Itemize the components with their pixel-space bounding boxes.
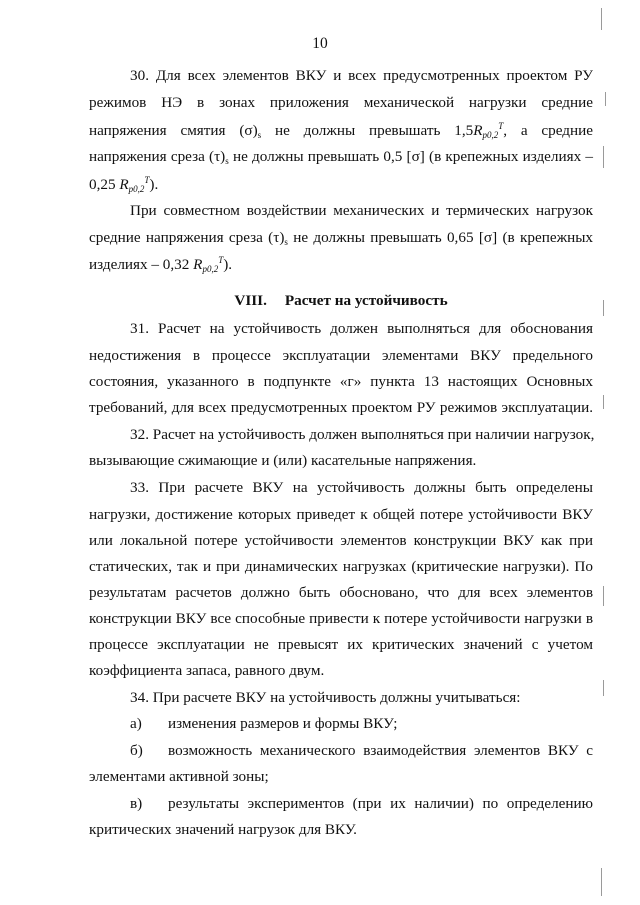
subscript: s (257, 130, 262, 140)
text-line (89, 122, 593, 140)
symbol-r: R (119, 176, 129, 193)
text-line: 34. При расчете ВКУ на устойчивость должны учитываться: (130, 689, 521, 706)
symbol-r: R (473, 122, 483, 139)
text-line: требований, для всех предусмотренных проектом РУ режимов эксплуатации. (89, 399, 593, 416)
list-marker: в) (130, 795, 143, 812)
scan-mark (603, 680, 604, 696)
text-span: ). (149, 176, 159, 193)
text-span: не должны превышать 0,65 [σ] (в крепежных (287, 229, 593, 246)
text-line (89, 149, 593, 167)
subscript: p0,2 (482, 130, 499, 140)
text-line: статических, так и при динамических нагрузках (критические нагрузки). По (89, 558, 593, 575)
text-line: результатам расчетов должно быть обосновано, что для всех элементов (89, 584, 593, 601)
heading-number: VIII. (234, 292, 267, 309)
text-line: критических значений нагрузок для ВКУ. (89, 821, 357, 838)
section-heading (89, 293, 593, 308)
heading-title: Расчет на устойчивость (284, 292, 448, 309)
text-span: средние напряжения среза (τ) (89, 229, 285, 246)
scan-mark (603, 300, 604, 316)
scan-mark (601, 868, 602, 896)
text-line: элементами активной зоны; (89, 768, 269, 785)
text-line: 30. Для всех элементов ВКУ и всех предусмотренных проектом РУ (130, 67, 593, 84)
list-marker: а) (130, 715, 142, 732)
text-span: напряжения смятия (σ) (89, 122, 258, 139)
text-line: конструкции ВКУ все способные привести к потере устойчивости нагрузки в (89, 610, 593, 627)
text-line (89, 230, 593, 248)
text-line: вызывающие сжимающие и (или) касательные напряжения. (89, 452, 477, 469)
text-line: 33. При расчете ВКУ на устойчивость должны быть определены (130, 479, 593, 496)
text-line: нагрузки, достижение которых приведет к общей потере устойчивости ВКУ (89, 506, 593, 523)
scan-mark (605, 92, 606, 106)
subscript: p0,2 (128, 184, 145, 194)
text-span: ). (223, 256, 233, 273)
subscript: s (284, 237, 288, 247)
text-span: напряжения среза (τ) (89, 148, 226, 165)
text-line: состояния, указанного в подпункте «г» пункта 13 настоящих Основных (89, 373, 593, 390)
text-line: процессе эксплуатации не превысят их критических значений с учетом (89, 636, 593, 653)
text-line: результаты экспериментов (при их наличии) по определению (168, 795, 593, 812)
superscript: T (498, 121, 504, 131)
text-line: изменения размеров и формы ВКУ; (168, 715, 398, 732)
subscript: s (225, 156, 229, 166)
text-line: 31. Расчет на устойчивость должен выполняться для обоснования (130, 320, 593, 337)
scan-mark (601, 8, 602, 30)
superscript: T (218, 255, 224, 265)
list-marker: б) (130, 742, 143, 759)
text-span: , а средние (503, 122, 594, 139)
text-line: 32. Расчет на устойчивость должен выполняться при наличии нагрузок, (130, 426, 595, 443)
text-line: недостижения в процессе эксплуатации элементами ВКУ предельного (89, 347, 593, 364)
subscript: p0,2 (202, 264, 219, 274)
text-span: не должны превышать 0,5 [σ] (в крепежных изделиях – (228, 148, 593, 165)
text-line: режимов НЭ в зонах приложения механической нагрузки средние (89, 94, 593, 111)
scan-mark (603, 586, 604, 606)
text-line: коэффициента запаса, равного двум. (89, 662, 325, 679)
text-line: или локальной потере устойчивости элементов конструкции ВКУ как при (89, 532, 593, 549)
superscript: T (144, 175, 150, 185)
symbol-r: R (193, 256, 203, 273)
text-line (89, 256, 593, 274)
text-line: возможность механического взаимодействия элементов ВКУ с (168, 742, 593, 759)
scan-mark (603, 395, 604, 409)
text-line (89, 176, 593, 194)
text-span: 0,25 (89, 176, 120, 193)
text-line: При совместном воздействии механических и термических нагрузок (130, 202, 593, 219)
scan-mark (603, 146, 604, 168)
page-number: 10 (312, 35, 328, 52)
text-span: изделиях – 0,32 (89, 256, 194, 273)
text-span: не должны превышать 1,5 (261, 122, 474, 139)
